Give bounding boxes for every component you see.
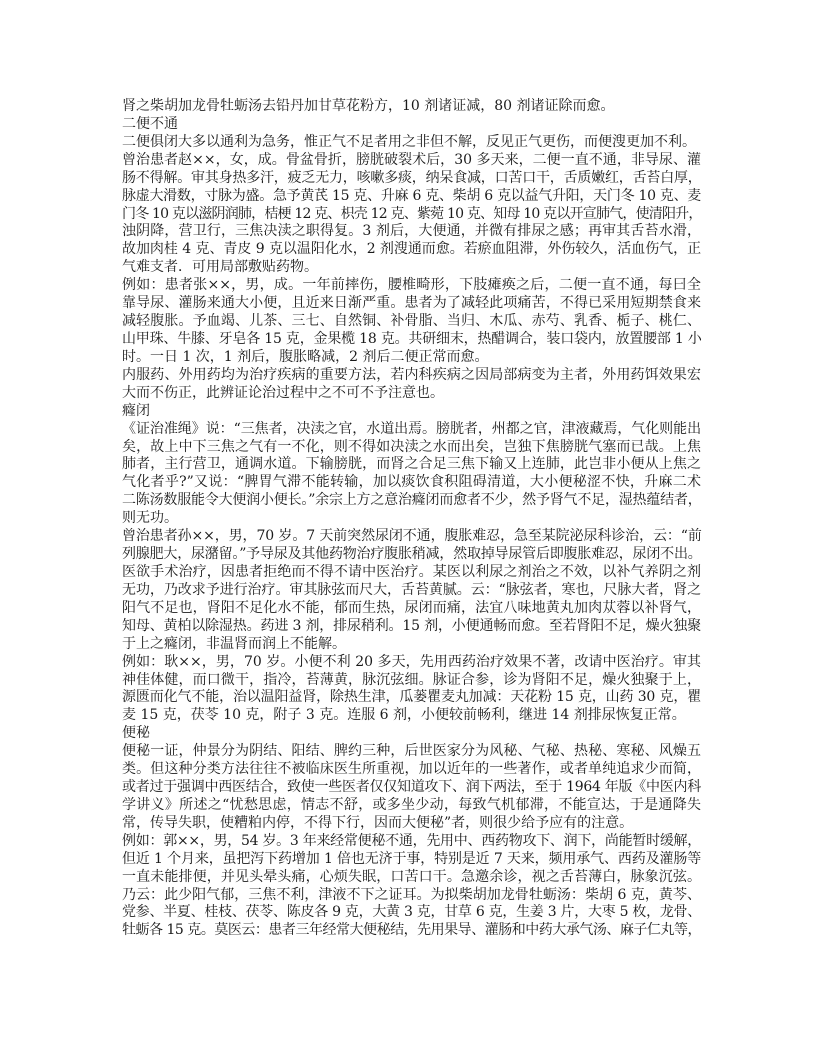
section-heading: 癃闭 [122, 402, 150, 419]
text-line: 大而不伤正，此辨证论治过程中之不可不予注意也。 [122, 384, 444, 401]
text-line: 曾治患者赵××，女，成。骨盆骨折，膀胱破裂术后，30 多天来，二便一直不通，非导尿、灌 [122, 151, 701, 168]
text-line: 靠导尿、灌肠来通大小便，且近来日渐严重。患者为了减轻此项痛苦，不得已采用短期禁食来 [122, 295, 701, 312]
text-line: 二陈汤数服能令大便润小便长。”余宗上方之意治癃闭而愈者不少，然予肾气不足，湿热蕴结者， [122, 492, 702, 509]
text-line: 知母、黄柏以除湿热。药进 3 剂，排尿稍利。15 剂，小便通畅而愈。至若肾阳不足，燥火独聚 [122, 617, 701, 634]
text-line: 例如：郭××，男，54 岁。3 年来经常便秘不通，先用中、西药物攻下、润下，尚能暂时缓解， [122, 832, 701, 849]
text-line: 源匮而化气不能，治以温阳益肾，除热生津，瓜蒌瞿麦丸加减：天花粉 15 克，山药 30 克，瞿 [122, 689, 701, 706]
text-line: 学讲义》所述之“忧愁思虑，情志不舒，或多坐少动，每致气机郁滞，不能宣达，于是通降失 [122, 796, 701, 813]
section-heading: 便秘 [122, 725, 150, 742]
text-line: 肠不得解。审其身热多汗，疲乏无力，咳嗽多痰，纳呆食减，口苦口干，舌质嫩红，舌苔白厚， [122, 169, 702, 186]
text-line: 二便俱闭大多以通利为急务，惟正气不足者用之非但不解，反见正气更伤，而便溲更加不利。 [122, 133, 696, 150]
text-line: 浊阴降，营卫行，三焦决渎之职得复。3 剂后，大便通，并微有排尿之感；再审其舌苔水滑， [122, 223, 701, 240]
text-line: 党参、半夏、桂枝、茯苓、陈皮各 9 克，大黄 3 克，甘草 6 克，生姜 3 片，大枣 5 枚，龙骨、 [122, 904, 701, 921]
text-line: 便秘一证，仲景分为阴结、阳结、脾约三种，后世医家分为风秘、气秘、热秘、寒秘、风燥五 [122, 743, 701, 760]
text-line: 肾之柴胡加龙骨牡蛎汤去铅丹加甘草花粉方，10 剂诸证减，80 剂诸证除而愈。 [122, 98, 615, 114]
text-line: 类。但这种分类方法往往不被临床医生所重视，加以近年的一些著作，或者单纯追求少而简， [122, 761, 701, 778]
text-line: 列腺肥大，尿潴留。”予导尿及其他药物治疗腹胀稍减，然取掉导尿管后即腹胀难忍，尿闭不出。 [122, 546, 702, 563]
text-line: 牡蛎各 15 克。莫医云：患者三年经常大便秘结，先用果导、灌肠和中药大承气汤、麻子仁丸等， [122, 922, 701, 939]
section-heading: 二便不通 [122, 115, 178, 132]
text-line: 则无功。 [122, 510, 178, 527]
document-page [122, 98, 701, 940]
text-line: 但近 1 个月来，虽把泻下药增加 1 倍也无济于事，特别是近 7 天来，频用承气、西药及灌肠等 [122, 850, 701, 867]
text-line: 门冬 10 克以滋阴润肺，桔梗 12 克、枳壳 12 克、紫菀 10 克、知母 10 克以开宣肺气，使清阳升， [122, 205, 702, 222]
text-line: 例如：患者张××，男，成。一年前摔伤，腰椎畸形，下肢瘫痪之后，二便一直不通，每曰全 [122, 277, 701, 294]
text-line: 减轻腹胀。予血竭、儿茶、三七、自然铜、补骨脂、当归、木瓜、赤芍、乳香、栀子、桃仁、 [122, 313, 701, 330]
text-line: 故加肉桂 4 克、青皮 9 克以温阳化水，2 剂溲通而愈。若瘀血阻滞，外伤较久，活血伤气，正 [122, 241, 701, 258]
text-line: 于上之癃闭，非温肾而润上不能解。 [122, 635, 346, 652]
text-line: 麦 15 克，茯苓 10 克，附子 3 克。连服 6 剂，小便较前畅利，继进 14 剂排尿恢复正常。 [122, 707, 686, 724]
text-line: 神佳体健，而口微干，指冷，苔薄黄，脉沉弦细。脉证合参，诊为肾阳不足，燥火独聚于上， [122, 671, 701, 688]
text-line: 常，传导失职，使糟粕内停，不得下行，因而大便秘”者，则很少给予应有的注意。 [122, 814, 634, 831]
text-line: 时。一日 1 次，1 剂后，腹胀略减，2 剂后二便正常而愈。 [122, 348, 489, 365]
text-line: 一直未能排便，并见头晕头痛，心烦失眠，口苦口干。急邀余诊，视之舌苔薄白，脉象沉弦。 [122, 868, 701, 885]
text-line: 气化者乎?”又说：“脾胃气滞不能转输，加以痰饮食积阻碍清道，大小便秘涩不快，升麻二术 [122, 474, 701, 491]
text-line: 脉虚大滑数，寸脉为盛。急予黄芪 15 克、升麻 6 克、柴胡 6 克以益气升阳，天门冬 10 克、麦 [122, 187, 701, 204]
text-line: 或者过于强调中西医结合，致使一些医者仅仅知道攻下、润下两法，至于 1964 年版《中医内科 [122, 779, 701, 796]
text-line: 《证治准绳》说：“三焦者，决渎之官，水道出焉。膀胱者，州都之官，津液藏焉，气化则能出 [122, 420, 701, 437]
text-line: 肺者，主行营卫，通调水道。下输膀胱，而肾之合足三焦下输又上连肺，此岂非小便从上焦之 [122, 456, 701, 473]
text-line: 乃云：此少阳气郁，三焦不利，津液不下之证耳。为拟柴胡加龙骨牡蛎汤：柴胡 6 克，黄芩、 [122, 886, 701, 903]
text-line: 例如：耿××，男，70 岁。小便不利 20 多天，先用西药治疗效果不著，改请中医治疗。审其 [122, 653, 701, 670]
text-line: 气难支者．可用局部敷贴药物。 [122, 259, 318, 276]
text-line: 山甲珠、牛膝、牙皂各 15 克，金果榄 18 克。共研细末，热醋调合，装口袋内，放置腰部 1 小 [122, 330, 702, 347]
text-line: 内服药、外用药均为治疗疾病的重要方法，若内科疾病之因局部病变为主者，外用药饵效果宏 [122, 366, 701, 383]
text-line: 无功，乃改求予进行治疗。审其脉弦而尺大，舌苔黄腻。云：“脉弦者，寒也，尺脉大者，肾之 [122, 581, 701, 598]
text-line: 医欲手术治疗，因患者拒绝而不得不请中医治疗。某医以利尿之剂治之不效，以补气养阴之剂 [122, 563, 701, 580]
text-line: 矣，故上中下三焦之气有一不化，则不得如决渎之水而出矣，岂独下焦膀胱气塞而已哉。上焦 [122, 438, 701, 455]
text-line: 曾治患者孙××，男，70 岁。7 天前突然尿闭不通，腹胀难忍，急至某院泌尿科诊治，云：“前 [122, 528, 702, 545]
text-line: 阳气不足也，肾阳不足化水不能，郁而生热，尿闭而痛，法宜八味地黄丸加肉苁蓉以补肾气， [122, 599, 701, 616]
